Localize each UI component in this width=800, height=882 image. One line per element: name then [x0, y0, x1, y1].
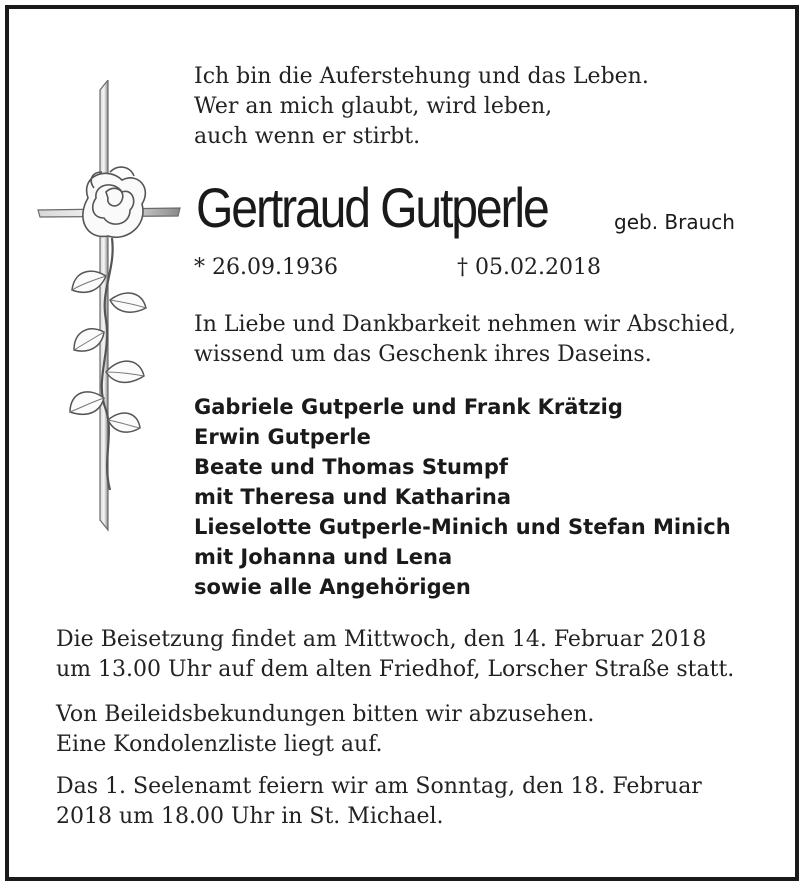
verse-line: auch wenn er stirbt. — [194, 124, 421, 149]
farewell-line: wissend um das Geschenk ihres Daseins. — [194, 342, 652, 367]
deceased-name: Gertraud Gutperle — [196, 176, 548, 239]
death-date: † 05.02.2018 — [457, 255, 601, 280]
condolence-line: Von Beileidsbekundungen bitten wir abzusehen. — [56, 702, 595, 727]
mourner-line: mit Johanna und Lena — [194, 545, 453, 569]
mourner-line: Beate und Thomas Stumpf — [194, 455, 508, 479]
birth-date: * 26.09.1936 — [194, 255, 338, 280]
mourner-line: Lieselotte Gutperle-Minich und Stefan Minich — [194, 515, 731, 539]
mourner-line: mit Theresa und Katharina — [194, 485, 512, 509]
mourner-line: Erwin Gutperle — [194, 425, 371, 449]
condolence-line: Eine Kondolenzliste liegt auf. — [56, 732, 383, 757]
burial-info — [56, 625, 776, 685]
condolence-info — [56, 700, 776, 760]
farewell-line: In Liebe und Dankbarkeit nehmen wir Abschied, — [194, 312, 736, 337]
mourner-line: Gabriele Gutperle und Frank Krätzig — [194, 395, 623, 419]
requiem-line: Das 1. Seelenamt feiern wir am Sonntag, den 18. Februar — [56, 774, 702, 799]
mourner-line: sowie alle Angehörigen — [194, 575, 471, 599]
verse-line: Wer an mich glaubt, wird leben, — [194, 94, 553, 119]
maiden-name: geb. Brauch — [614, 210, 735, 234]
requiem-line: 2018 um 18.00 Uhr in St. Michael. — [56, 804, 444, 829]
burial-line: Die Beisetzung findet am Mittwoch, den 14. Februar 2018 — [56, 627, 707, 652]
cross-with-rose-icon — [30, 80, 190, 540]
farewell-text — [194, 310, 784, 370]
requiem-info — [56, 772, 776, 832]
verse-line: Ich bin die Auferstehung und das Leben. — [194, 64, 649, 89]
bible-verse — [194, 62, 754, 152]
deceased-heading — [196, 172, 786, 244]
mourners-list — [194, 392, 784, 602]
burial-line: um 13.00 Uhr auf dem alten Friedhof, Lorscher Straße statt. — [56, 657, 735, 682]
